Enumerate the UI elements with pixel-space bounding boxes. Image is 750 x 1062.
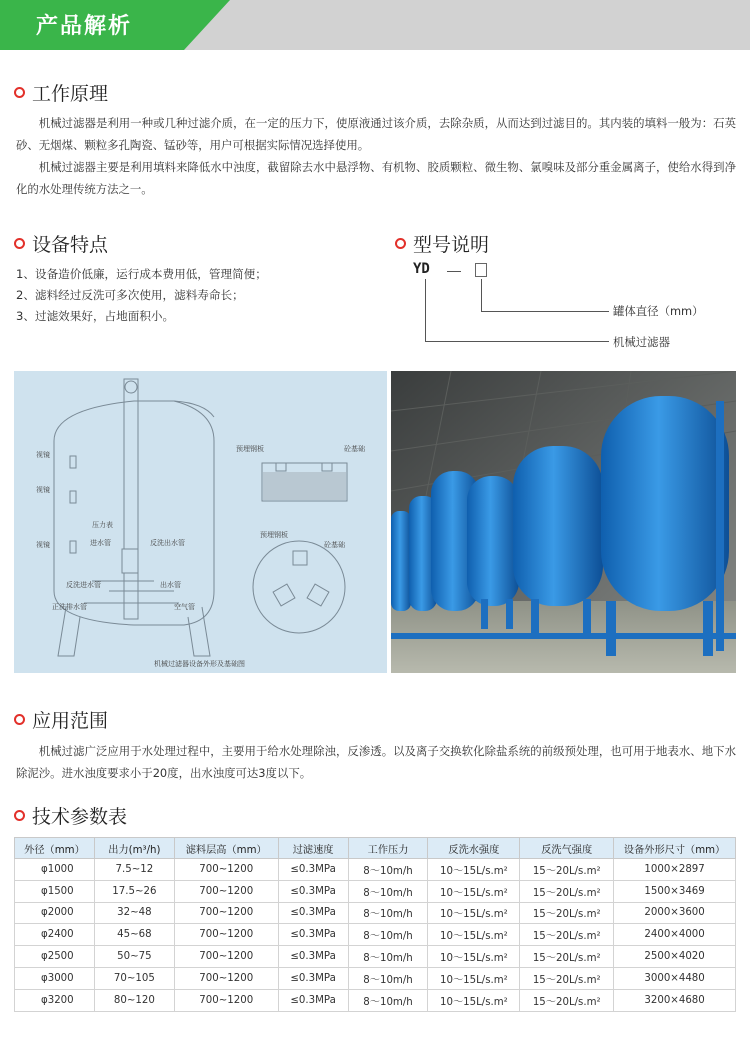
table-cell: 10～15L/s.m² bbox=[428, 967, 520, 989]
table-cell: 1000×2897 bbox=[614, 859, 736, 881]
table-cell: 3200×4680 bbox=[614, 989, 736, 1011]
table-cell: 8～10m/h bbox=[348, 902, 428, 924]
column-header: 过滤速度 bbox=[278, 838, 348, 859]
table-cell: 15～20L/s.m² bbox=[520, 924, 614, 946]
table-cell: 7.5~12 bbox=[94, 859, 174, 881]
table-cell: ≤0.3MPa bbox=[278, 859, 348, 881]
circle-bullet-icon bbox=[14, 714, 25, 725]
table-cell: 15～20L/s.m² bbox=[520, 859, 614, 881]
table-cell: 2400×4000 bbox=[614, 924, 736, 946]
table-cell: 15～20L/s.m² bbox=[520, 989, 614, 1011]
column-header: 反洗气强度 bbox=[520, 838, 614, 859]
label-sight-1: 视镜 bbox=[36, 451, 50, 459]
table-cell: 50~75 bbox=[94, 946, 174, 968]
section-title-model: 型号说明 bbox=[395, 230, 489, 257]
parameter-table bbox=[14, 837, 736, 1012]
table-cell: φ2500 bbox=[15, 946, 95, 968]
table-cell: ≤0.3MPa bbox=[278, 989, 348, 1011]
label-air: 空气管 bbox=[174, 603, 195, 611]
column-header: 工作压力 bbox=[348, 838, 428, 859]
table-row bbox=[15, 924, 736, 946]
column-header: 反洗水强度 bbox=[428, 838, 520, 859]
table-cell: 10～15L/s.m² bbox=[428, 946, 520, 968]
table-cell: 700~1200 bbox=[174, 924, 278, 946]
table-cell: 8～10m/h bbox=[348, 880, 428, 902]
table-row bbox=[15, 880, 736, 902]
feature-item: 3、过滤效果好，占地面积小。 bbox=[16, 309, 175, 323]
features-list bbox=[16, 264, 267, 327]
table-cell: φ2000 bbox=[15, 902, 95, 924]
table-cell: 10～15L/s.m² bbox=[428, 924, 520, 946]
feature-item: 1、设备造价低廉，运行成本费用低，管理简便； bbox=[16, 267, 267, 281]
header-banner bbox=[0, 0, 750, 50]
table-cell: 17.5~26 bbox=[94, 880, 174, 902]
table-cell: 8～10m/h bbox=[348, 946, 428, 968]
table-cell: 8～10m/h bbox=[348, 859, 428, 881]
table-cell: ≤0.3MPa bbox=[278, 967, 348, 989]
principle-text bbox=[16, 112, 736, 200]
label-back-out: 反洗出水管 bbox=[150, 539, 185, 547]
column-header: 设备外形尺寸（mm） bbox=[614, 838, 736, 859]
table-row bbox=[15, 946, 736, 968]
table-cell: 700~1200 bbox=[174, 880, 278, 902]
principle-paragraph-2: 机械过滤器主要是利用填料来降低水中浊度，截留除去水中悬浮物、有机物、胶质颗粒、微生物、氯嗅味及部分重金属离子，使给水得到净化的水处理传统方法之一。 bbox=[16, 160, 736, 196]
table-cell: 8～10m/h bbox=[348, 924, 428, 946]
table-cell: ≤0.3MPa bbox=[278, 924, 348, 946]
section-title-features: 设备特点 bbox=[14, 230, 108, 257]
table-cell: ≤0.3MPa bbox=[278, 880, 348, 902]
label-base-1: 砼基础 bbox=[344, 445, 365, 453]
table-cell: φ3000 bbox=[15, 967, 95, 989]
table-row bbox=[15, 967, 736, 989]
table-cell: φ2400 bbox=[15, 924, 95, 946]
model-label-diameter: 罐体直径（mm） bbox=[613, 304, 704, 318]
label-gauge: 压力表 bbox=[92, 521, 113, 529]
column-header: 外径（mm） bbox=[15, 838, 95, 859]
table-cell: 10～15L/s.m² bbox=[428, 880, 520, 902]
table-cell: 700~1200 bbox=[174, 989, 278, 1011]
table-cell: 15～20L/s.m² bbox=[520, 946, 614, 968]
table-cell: 700~1200 bbox=[174, 902, 278, 924]
principle-paragraph-1: 机械过滤器是利用一种或几种过滤介质，在一定的压力下，使原液通过该介质，去除杂质，从而达到过滤目的。其内装的填料一般为：石英砂、无烟煤、颗粒多孔陶瓷、锰砂等，用户可根据实际情况选择使用。 bbox=[16, 116, 736, 152]
label-base-2: 砼基础 bbox=[324, 541, 345, 549]
table-cell: 15～20L/s.m² bbox=[520, 902, 614, 924]
table-row bbox=[15, 902, 736, 924]
model-diagram bbox=[395, 255, 735, 355]
column-header: 滤料层高（mm） bbox=[174, 838, 278, 859]
diagram-caption: 机械过滤器设备外形及基础图 bbox=[154, 660, 245, 668]
table-body bbox=[15, 859, 736, 1012]
label-sight-3: 视镜 bbox=[36, 541, 50, 549]
table-cell: 8～10m/h bbox=[348, 967, 428, 989]
table-header-row bbox=[15, 838, 736, 859]
filter-tanks-photo bbox=[391, 371, 736, 673]
table-cell: 10～15L/s.m² bbox=[428, 989, 520, 1011]
label-plate-1: 预埋钢板 bbox=[236, 445, 264, 453]
table-cell: 70~105 bbox=[94, 967, 174, 989]
table-row bbox=[15, 859, 736, 881]
label-sight-2: 视镜 bbox=[36, 486, 50, 494]
section-title-params: 技术参数表 bbox=[14, 802, 127, 829]
section-title-application: 应用范围 bbox=[14, 706, 108, 733]
table-row bbox=[15, 989, 736, 1011]
table-cell: 15～20L/s.m² bbox=[520, 880, 614, 902]
application-text bbox=[16, 740, 736, 784]
label-forward: 正洗排水管 bbox=[52, 603, 87, 611]
model-label-name: 机械过滤器 bbox=[613, 335, 670, 349]
circle-bullet-icon bbox=[14, 238, 25, 249]
table-cell: 8～10m/h bbox=[348, 989, 428, 1011]
label-outlet: 出水管 bbox=[160, 581, 181, 589]
table-cell: 700~1200 bbox=[174, 946, 278, 968]
table-cell: φ1000 bbox=[15, 859, 95, 881]
model-code: YD bbox=[413, 261, 430, 277]
table-cell: ≤0.3MPa bbox=[278, 902, 348, 924]
table-cell: 700~1200 bbox=[174, 967, 278, 989]
table-cell: 80~120 bbox=[94, 989, 174, 1011]
table-cell: 700~1200 bbox=[174, 859, 278, 881]
circle-bullet-icon bbox=[14, 87, 25, 98]
table-cell: 1500×3469 bbox=[614, 880, 736, 902]
table-cell: φ1500 bbox=[15, 880, 95, 902]
label-plate-2: 预埋钢板 bbox=[260, 531, 288, 539]
column-header: 出力(m³/h) bbox=[94, 838, 174, 859]
table-cell: 15～20L/s.m² bbox=[520, 967, 614, 989]
filter-technical-drawing bbox=[14, 371, 387, 673]
circle-bullet-icon bbox=[395, 238, 406, 249]
table-cell: 3000×4480 bbox=[614, 967, 736, 989]
table-cell: 10～15L/s.m² bbox=[428, 902, 520, 924]
model-dash bbox=[447, 271, 461, 272]
table-cell: 45~68 bbox=[94, 924, 174, 946]
label-inlet: 进水管 bbox=[90, 539, 111, 547]
application-paragraph: 机械过滤广泛应用于水处理过程中，主要用于给水处理除浊，反渗透。以及离子交换软化除盐系统的前级预处理，也可用于地表水、地下水除泥沙。进水浊度要求小于20度，出水浊度可达3度以下。 bbox=[16, 744, 736, 780]
circle-bullet-icon bbox=[14, 810, 25, 821]
table-cell: 2500×4020 bbox=[614, 946, 736, 968]
model-placeholder-box bbox=[475, 263, 487, 277]
table-cell: φ3200 bbox=[15, 989, 95, 1011]
table-cell: 32~48 bbox=[94, 902, 174, 924]
table-cell: ≤0.3MPa bbox=[278, 946, 348, 968]
label-back-in: 反洗进水管 bbox=[66, 581, 101, 589]
table-cell: 10～15L/s.m² bbox=[428, 859, 520, 881]
table-cell: 2000×3600 bbox=[614, 902, 736, 924]
section-title-principle: 工作原理 bbox=[14, 79, 108, 106]
banner-title: 产品解析 bbox=[36, 14, 133, 39]
feature-item: 2、滤料经过反洗可多次使用，滤料寿命长； bbox=[16, 288, 244, 302]
